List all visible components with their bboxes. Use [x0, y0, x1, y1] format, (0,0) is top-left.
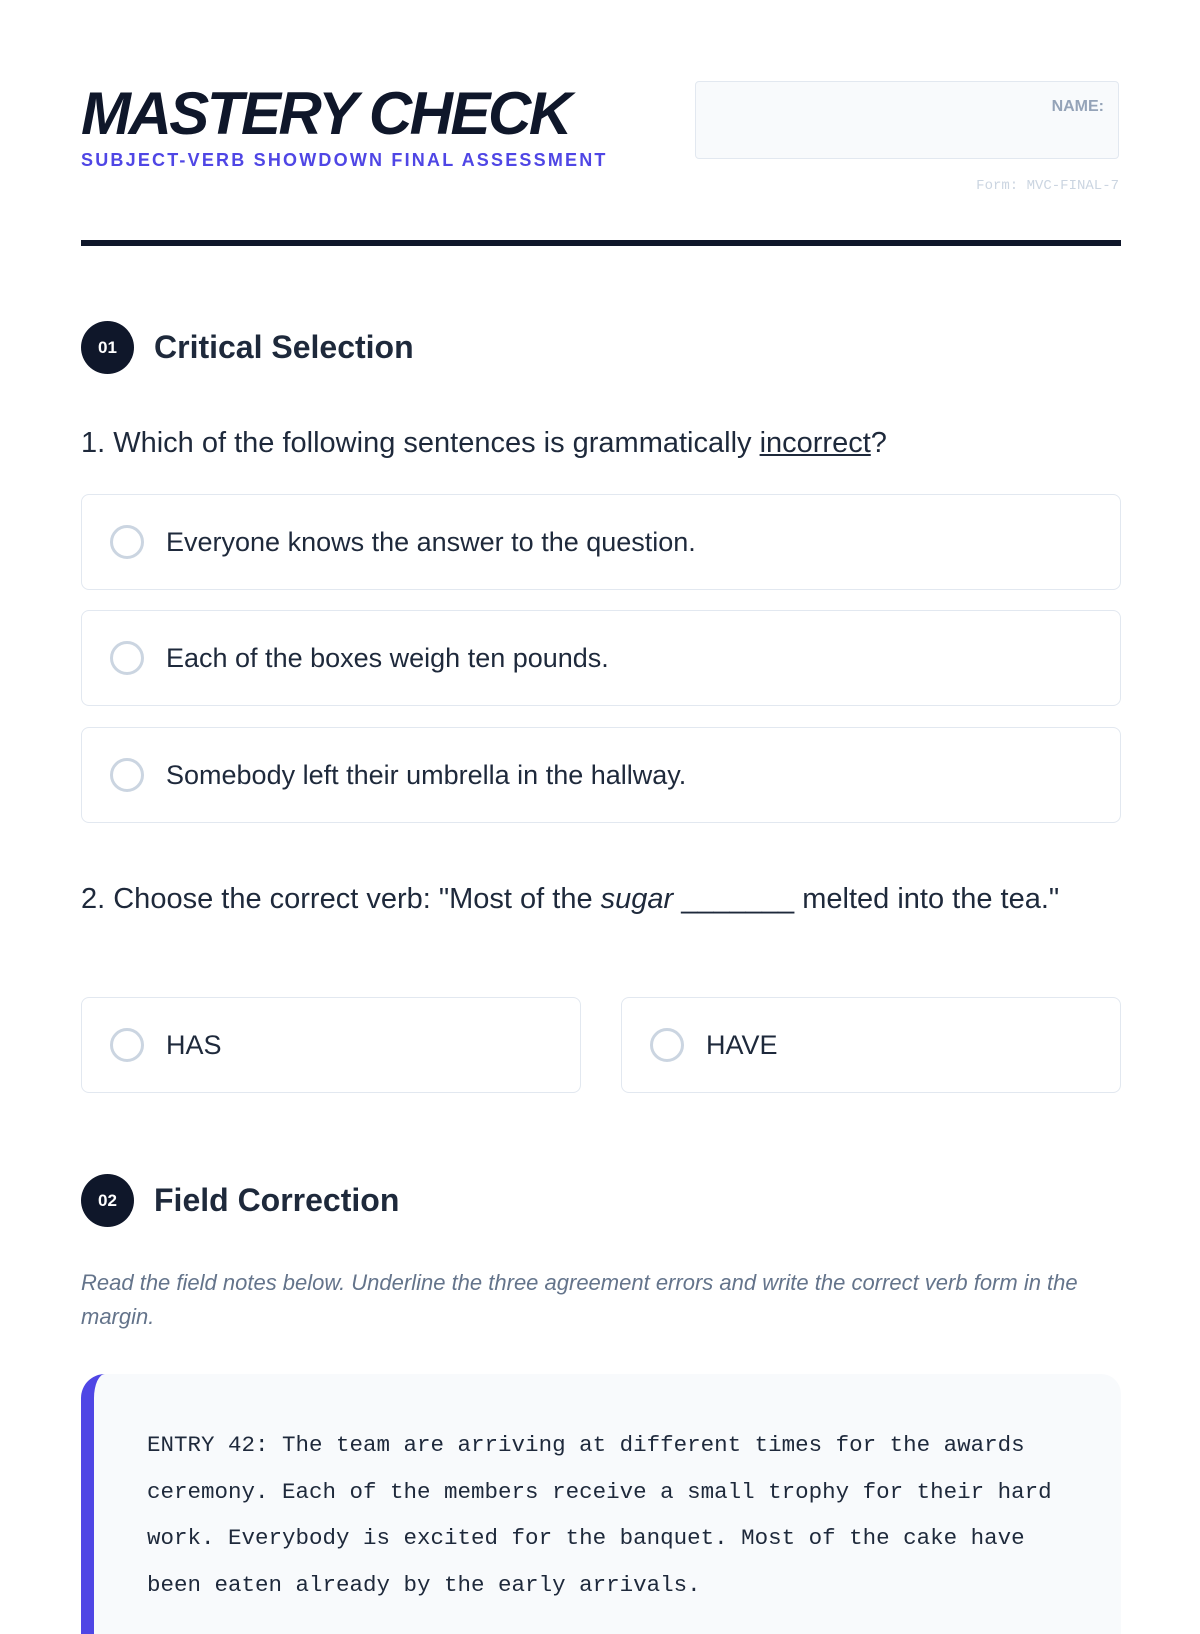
page-title: MASTERY CHECK — [81, 80, 570, 147]
section-1-title: Critical Selection — [154, 329, 414, 365]
header-divider — [81, 240, 1121, 246]
header — [81, 0, 1121, 248]
question-1-prefix: 1. Which of the following sentences is grammatically — [81, 427, 760, 459]
instructions: Read the field notes below. Underline the three agreement errors and write the correct verb form in the margin. — [81, 1270, 1078, 1329]
section-2-title: Field Correction — [154, 1182, 400, 1218]
page-subtitle: SUBJECT-VERB SHOWDOWN FINAL ASSESSMENT — [81, 150, 608, 170]
radio-icon[interactable] — [650, 1028, 684, 1062]
field-notes-box — [81, 1374, 1121, 1634]
section-2-badge: 02 — [81, 1174, 134, 1227]
question-1-emphasis: incorrect — [759, 427, 871, 459]
question-1-suffix: ? — [870, 427, 887, 459]
question-2 — [81, 876, 1121, 922]
q1-option-3[interactable] — [81, 727, 1121, 823]
radio-icon[interactable] — [110, 758, 144, 792]
option-label: Everyone knows the answer to the question. — [166, 526, 696, 557]
question-2-prefix: 2. Choose the correct verb: "Most of the — [81, 883, 601, 915]
name-label: NAME: — [1051, 98, 1104, 115]
q2-option-has[interactable] — [81, 997, 581, 1093]
radio-icon[interactable] — [110, 525, 144, 559]
section-1-header — [81, 321, 414, 374]
option-label: HAS — [166, 1029, 222, 1060]
question-2-suffix: melted into the tea." — [794, 883, 1060, 915]
worksheet-page — [81, 0, 1121, 1598]
section-2-header — [81, 1174, 399, 1227]
q1-option-1[interactable] — [81, 494, 1121, 590]
option-label: HAVE — [706, 1029, 778, 1060]
form-id: Form: MVC-FINAL-7 — [976, 178, 1119, 194]
section-1-badge: 01 — [81, 321, 134, 374]
question-2-blank: _______ — [681, 883, 795, 915]
q1-option-2[interactable] — [81, 610, 1121, 706]
radio-icon[interactable] — [110, 1028, 144, 1062]
field-notes-text: ENTRY 42: The team are arriving at different times for the awards ceremony. Each of the members receive a small trophy for their hard work. Everybody is excited for the banquet. Most of the cake have been eaten already by the early arrivals. — [147, 1432, 1052, 1598]
option-label: Somebody left their umbrella in the hallway. — [166, 759, 687, 790]
question-2-emphasis: sugar — [600, 883, 674, 915]
question-1 — [81, 420, 1121, 466]
radio-icon[interactable] — [110, 641, 144, 675]
q2-option-have[interactable] — [621, 997, 1121, 1093]
option-label: Each of the boxes weigh ten pounds. — [166, 642, 609, 673]
name-field[interactable] — [695, 81, 1119, 159]
